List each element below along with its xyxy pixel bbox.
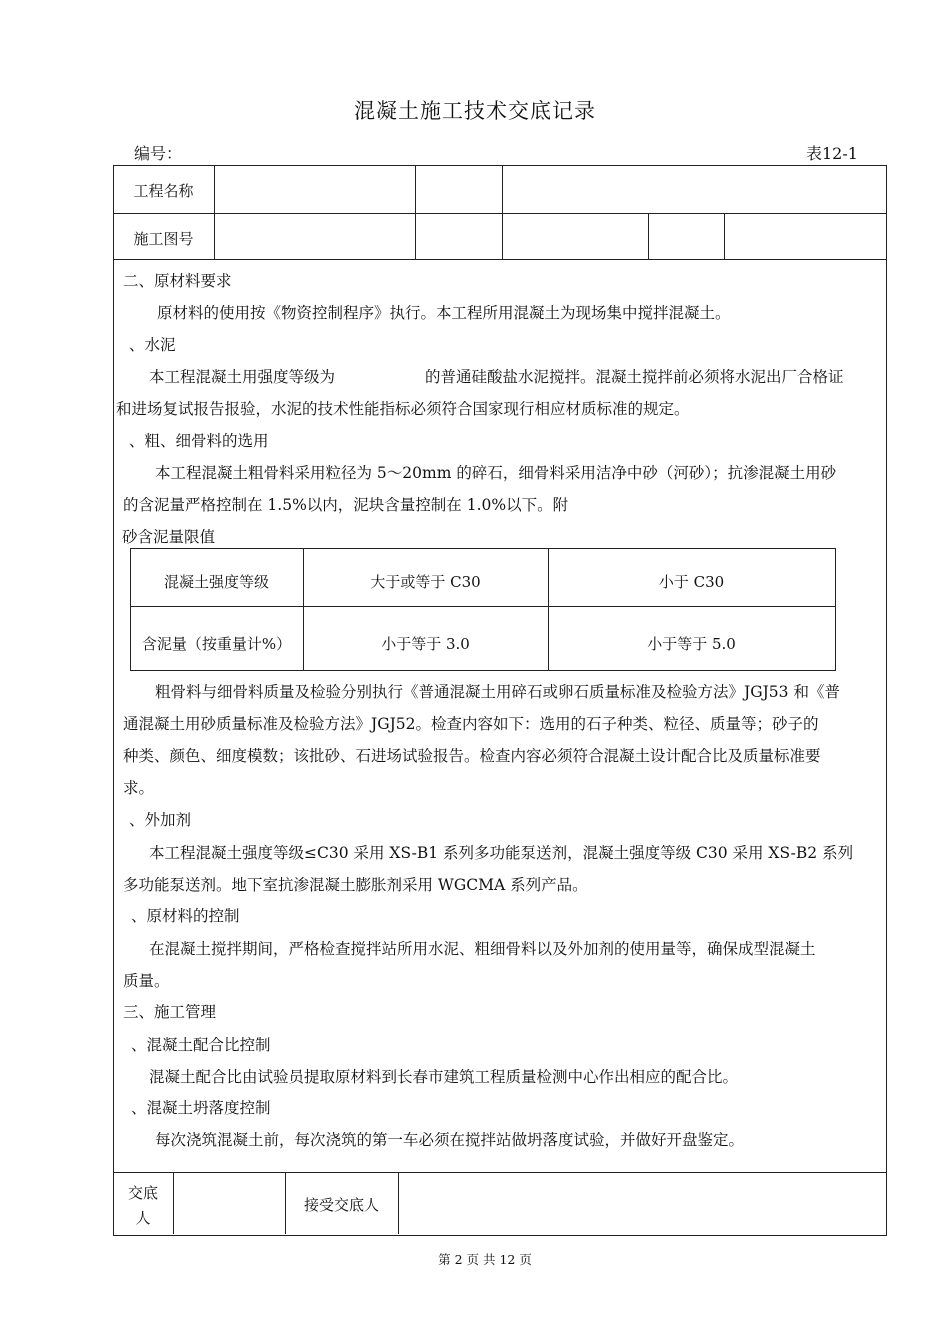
mud-table-cell: 小于等于 3.0 bbox=[381, 635, 470, 653]
form-number-label: 编号： bbox=[134, 144, 183, 163]
aggregate-heading: 、粗、细骨料的选用 bbox=[129, 432, 269, 450]
drawing-number-label: 施工图号 bbox=[133, 230, 194, 248]
col-divider bbox=[648, 213, 649, 259]
sign-col-divider bbox=[398, 1172, 399, 1234]
standards-text-line-3: 种类、颜色、细度模数；该批砂、石进场试验报告。检查内容必须符合混凝土设计配合比及质量标准要 bbox=[123, 747, 821, 765]
presenter-label-line-2: 人 bbox=[135, 1209, 151, 1227]
aggregate-text-line-1: 本工程混凝土粗骨料采用粒径为 5～20mm 的碎石，细骨料采用洁净中砂（河砂）；抗渗混凝土用砂 bbox=[155, 464, 837, 482]
cement-text-part-1: 本工程混凝土用强度等级为 bbox=[149, 368, 336, 386]
standards-text-line-2: 通混凝土用砂质量标准及检验方法》JGJ52。检查内容如下：选用的石子种类、粒径、质量等；砂子的 bbox=[123, 715, 819, 733]
slump-heading: 、混凝土坍落度控制 bbox=[131, 1099, 271, 1117]
row-divider bbox=[113, 1172, 886, 1173]
col-divider bbox=[502, 165, 503, 259]
mix-ratio-text: 混凝土配合比由试验员提取原材料到长春市建筑工程质量检测中心作出相应的配合比。 bbox=[149, 1068, 739, 1086]
admixture-heading: 、外加剂 bbox=[129, 811, 192, 829]
mud-table-caption: 砂含泥量限值 bbox=[122, 528, 216, 546]
page-number: 第 2 页 共 12 页 bbox=[438, 1252, 532, 1267]
mud-table-cell: 含泥量（按重量计%） bbox=[141, 635, 292, 653]
section-2-intro: 原材料的使用按《物资控制程序》执行。本工程所用混凝土为现场集中搅拌混凝土。 bbox=[157, 304, 731, 322]
cement-text-part-2: 的普通硅酸盐水泥搅拌。混凝土搅拌前必须将水泥出厂合格证 bbox=[425, 368, 844, 386]
material-control-text-line-2: 质量。 bbox=[123, 972, 170, 990]
project-name-label: 工程名称 bbox=[133, 182, 194, 200]
presenter-label: 交底 bbox=[127, 1184, 158, 1202]
col-divider bbox=[724, 213, 725, 259]
section-3-heading: 三、施工管理 bbox=[123, 1003, 217, 1021]
col-divider bbox=[415, 165, 416, 259]
material-control-heading: 、原材料的控制 bbox=[131, 907, 240, 925]
admixture-text-line-2: 多功能泵送剂。地下室抗渗混凝土膨胀剂采用 WGCMA 系列产品。 bbox=[123, 876, 588, 894]
row-divider bbox=[113, 259, 886, 260]
aggregate-text-line-2: 的含泥量严格控制在 1.5%以内，泥块含量控制在 1.0%以下。附 bbox=[123, 496, 569, 514]
col-divider bbox=[214, 165, 215, 259]
cement-text-line-2: 和进场复试报告报验，水泥的技术性能指标必须符合国家现行相应材质标准的规定。 bbox=[116, 400, 690, 418]
section-2-heading: 二、原材料要求 bbox=[123, 272, 232, 290]
standards-text-line-1: 粗骨料与细骨料质量及检验分别执行《普通混凝土用碎石或卵石质量标准及检验方法》JGJ53 和《普 bbox=[155, 683, 840, 701]
standards-text-line-4: 求。 bbox=[123, 779, 155, 797]
mud-table-cell: 大于或等于 C30 bbox=[370, 573, 481, 591]
slump-text: 每次浇筑混凝土前，每次浇筑的第一车必须在搅拌站做坍落度试验，并做好开盘鉴定。 bbox=[155, 1131, 745, 1149]
mix-ratio-heading: 、混凝土配合比控制 bbox=[131, 1036, 271, 1054]
receiver-label: 接受交底人 bbox=[303, 1196, 379, 1214]
sign-col-divider bbox=[173, 1172, 174, 1234]
admixture-text-line-1: 本工程混凝土强度等级≤C30 采用 XS-B1 系列多功能泵送剂，混凝土强度等级 C30 采用 XS-B2 系列 bbox=[149, 844, 854, 862]
row-divider bbox=[113, 213, 886, 214]
mud-table-cell: 小于 C30 bbox=[658, 573, 725, 591]
cement-heading: 、水泥 bbox=[129, 336, 176, 354]
mud-table-cell: 小于等于 5.0 bbox=[647, 635, 736, 653]
mud-table-row-divider bbox=[130, 606, 835, 607]
material-control-text-line-1: 在混凝土搅拌期间，严格检查搅拌站所用水泥、粗细骨料以及外加剂的使用量等，确保成型混凝土 bbox=[149, 940, 816, 958]
mud-table-cell: 混凝土强度等级 bbox=[163, 573, 269, 591]
form-id: 表12-1 bbox=[806, 144, 858, 163]
page-title: 混凝土施工技术交底记录 bbox=[354, 99, 596, 123]
